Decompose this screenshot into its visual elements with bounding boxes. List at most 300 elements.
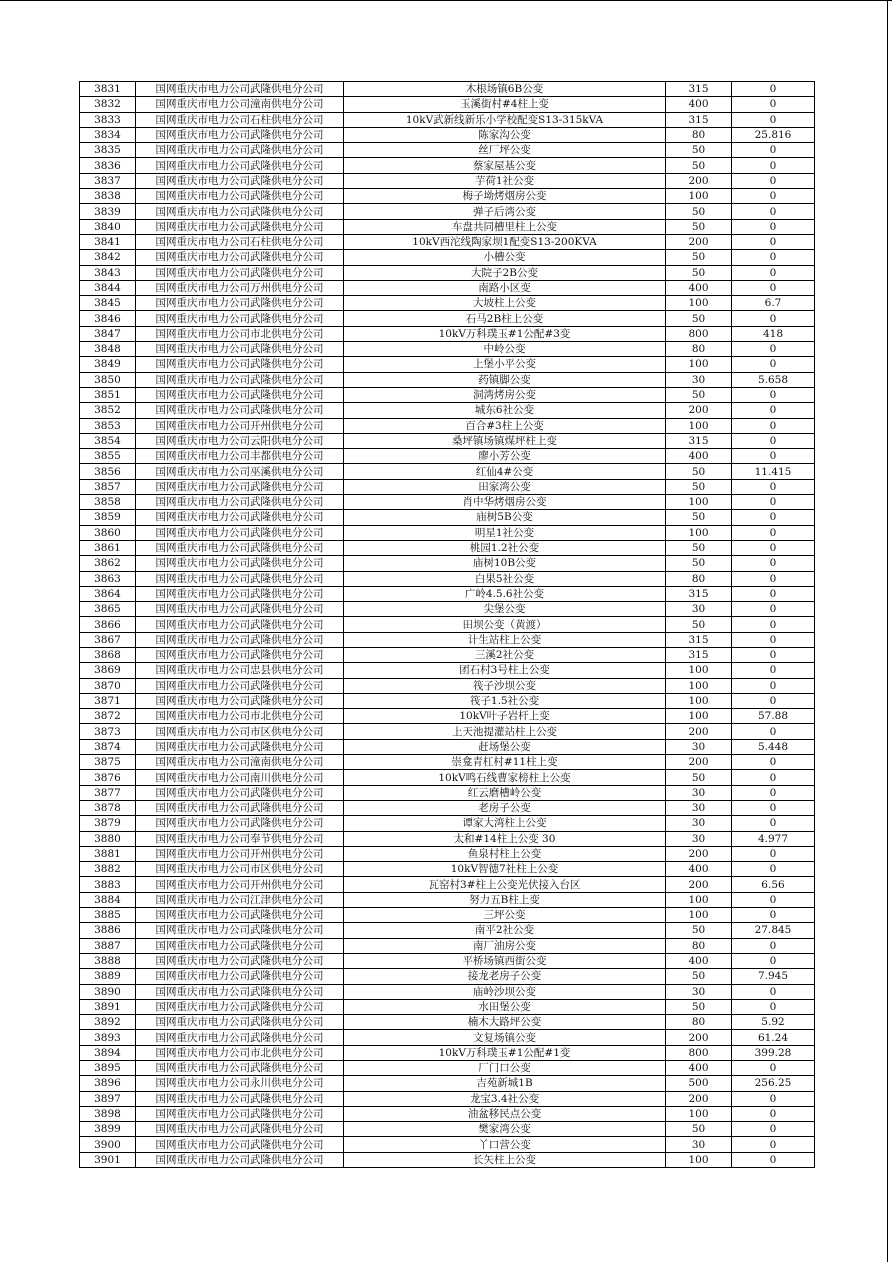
value-cell: 0 <box>732 586 815 601</box>
transformer-name-cell: 红云磨槽岭公变 <box>344 785 666 800</box>
table-row <box>80 877 815 892</box>
table-row <box>80 709 815 724</box>
company-name-cell: 国网重庆市电力公司武隆供电分公司 <box>136 678 344 693</box>
transformer-name-cell: 田坝公变（黄渡） <box>344 617 666 632</box>
value-cell: 0 <box>732 540 815 555</box>
table-row <box>80 433 815 448</box>
table-row <box>80 969 815 984</box>
capacity-cell: 30 <box>666 1137 732 1152</box>
table-row <box>80 892 815 907</box>
table-row <box>80 311 815 326</box>
capacity-cell: 400 <box>666 862 732 877</box>
row-number-cell: 3843 <box>80 265 136 280</box>
company-name-cell: 国网重庆市电力公司武隆供电分公司 <box>136 586 344 601</box>
value-cell: 0 <box>732 617 815 632</box>
company-name-cell: 国网重庆市电力公司市北供电分公司 <box>136 326 344 341</box>
row-number-cell: 3848 <box>80 342 136 357</box>
capacity-cell: 500 <box>666 1076 732 1091</box>
table-row <box>80 1106 815 1121</box>
capacity-cell: 200 <box>666 877 732 892</box>
transformer-name-cell: 老房子公变 <box>344 800 666 815</box>
row-number-cell: 3842 <box>80 250 136 265</box>
capacity-cell: 315 <box>666 112 732 127</box>
capacity-cell: 30 <box>666 984 732 999</box>
company-name-cell: 国网重庆市电力公司武隆供电分公司 <box>136 938 344 953</box>
value-cell: 0 <box>732 449 815 464</box>
company-name-cell: 国网重庆市电力公司潼南供电分公司 <box>136 755 344 770</box>
transformer-name-cell: 南路小区变 <box>344 280 666 295</box>
company-name-cell: 国网重庆市电力公司武隆供电分公司 <box>136 265 344 280</box>
transformer-name-cell: 洞湾烤房公变 <box>344 387 666 402</box>
capacity-cell: 50 <box>666 770 732 785</box>
transformer-name-cell: 玉溪街村#4柱上变 <box>344 97 666 112</box>
table-row <box>80 464 815 479</box>
company-name-cell: 国网重庆市电力公司武隆供电分公司 <box>136 953 344 968</box>
capacity-cell: 80 <box>666 938 732 953</box>
value-cell: 0 <box>732 984 815 999</box>
value-cell: 5.92 <box>732 1015 815 1030</box>
value-cell: 11.415 <box>732 464 815 479</box>
company-name-cell: 国网重庆市电力公司武隆供电分公司 <box>136 540 344 555</box>
transformer-name-cell: 田家湾公变 <box>344 479 666 494</box>
capacity-cell: 400 <box>666 953 732 968</box>
row-number-cell: 3856 <box>80 464 136 479</box>
row-number-cell: 3897 <box>80 1091 136 1106</box>
value-cell: 0 <box>732 510 815 525</box>
capacity-cell: 50 <box>666 464 732 479</box>
company-name-cell: 国网重庆市电力公司武隆供电分公司 <box>136 311 344 326</box>
company-name-cell: 国网重庆市电力公司永川供电分公司 <box>136 1076 344 1091</box>
transformer-name-cell: 蔡家屋基公变 <box>344 158 666 173</box>
value-cell: 0 <box>732 770 815 785</box>
transformer-name-cell: 油盆移民点公变 <box>344 1106 666 1121</box>
capacity-cell: 100 <box>666 1152 732 1167</box>
capacity-cell: 400 <box>666 280 732 295</box>
company-name-cell: 国网重庆市电力公司武隆供电分公司 <box>136 342 344 357</box>
row-number-cell: 3840 <box>80 219 136 234</box>
row-number-cell: 3859 <box>80 510 136 525</box>
page-top-rule <box>0 0 892 1</box>
value-cell: 0 <box>732 602 815 617</box>
capacity-cell: 30 <box>666 800 732 815</box>
capacity-cell: 100 <box>666 709 732 724</box>
value-cell: 0 <box>732 1137 815 1152</box>
table-row <box>80 326 815 341</box>
transformer-name-cell: 水田堡公变 <box>344 999 666 1014</box>
value-cell: 0 <box>732 1122 815 1137</box>
row-number-cell: 3839 <box>80 204 136 219</box>
capacity-cell: 50 <box>666 311 732 326</box>
capacity-cell: 800 <box>666 326 732 341</box>
value-cell: 0 <box>732 816 815 831</box>
transformer-name-cell: 肖中华烤烟房公变 <box>344 495 666 510</box>
transformer-name-cell: 计生站柱上公变 <box>344 632 666 647</box>
page-edge-rule <box>887 0 888 1262</box>
table-row <box>80 449 815 464</box>
row-number-cell: 3881 <box>80 846 136 861</box>
value-cell: 0 <box>732 785 815 800</box>
value-cell: 399.28 <box>732 1045 815 1060</box>
row-number-cell: 3885 <box>80 908 136 923</box>
company-name-cell: 国网重庆市电力公司武隆供电分公司 <box>136 647 344 662</box>
value-cell: 6.56 <box>732 877 815 892</box>
transformer-name-cell: 龙宝3.4社公变 <box>344 1091 666 1106</box>
table-row <box>80 296 815 311</box>
table-row <box>80 755 815 770</box>
row-number-cell: 3879 <box>80 816 136 831</box>
company-name-cell: 国网重庆市电力公司武隆供电分公司 <box>136 372 344 387</box>
table-row <box>80 831 815 846</box>
table-row <box>80 632 815 647</box>
transformer-name-cell: 梅子坳烤烟房公变 <box>344 189 666 204</box>
value-cell: 0 <box>732 663 815 678</box>
transformer-name-cell: 芋荷1社公变 <box>344 173 666 188</box>
table-row <box>80 1122 815 1137</box>
transformer-name-cell: 吉苑新城1B <box>344 1076 666 1091</box>
capacity-cell: 50 <box>666 999 732 1014</box>
row-number-cell: 3874 <box>80 739 136 754</box>
value-cell: 0 <box>732 693 815 708</box>
table-row <box>80 158 815 173</box>
value-cell: 0 <box>732 97 815 112</box>
value-cell: 0 <box>732 219 815 234</box>
capacity-cell: 50 <box>666 204 732 219</box>
row-number-cell: 3853 <box>80 418 136 433</box>
company-name-cell: 国网重庆市电力公司武隆供电分公司 <box>136 525 344 540</box>
company-name-cell: 国网重庆市电力公司武隆供电分公司 <box>136 785 344 800</box>
row-number-cell: 3872 <box>80 709 136 724</box>
capacity-cell: 30 <box>666 602 732 617</box>
company-name-cell: 国网重庆市电力公司武隆供电分公司 <box>136 82 344 97</box>
capacity-cell: 50 <box>666 969 732 984</box>
value-cell: 0 <box>732 280 815 295</box>
row-number-cell: 3850 <box>80 372 136 387</box>
row-number-cell: 3845 <box>80 296 136 311</box>
company-name-cell: 国网重庆市电力公司忠县供电分公司 <box>136 663 344 678</box>
transformer-name-cell: 筏子沙坝公变 <box>344 678 666 693</box>
table-row <box>80 173 815 188</box>
value-cell: 0 <box>732 525 815 540</box>
company-name-cell: 国网重庆市电力公司武隆供电分公司 <box>136 403 344 418</box>
transformer-name-cell: 药镇脚公变 <box>344 372 666 387</box>
capacity-cell: 50 <box>666 219 732 234</box>
transformer-name-cell: 筏子1.5社公变 <box>344 693 666 708</box>
transformer-name-cell: 桃园1.2社公变 <box>344 540 666 555</box>
transformer-name-cell: 瓦窑村3#柱上公变光伏接入台区 <box>344 877 666 892</box>
row-number-cell: 3847 <box>80 326 136 341</box>
company-name-cell: 国网重庆市电力公司市区供电分公司 <box>136 862 344 877</box>
row-number-cell: 3860 <box>80 525 136 540</box>
company-name-cell: 国网重庆市电力公司武隆供电分公司 <box>136 173 344 188</box>
value-cell: 0 <box>732 387 815 402</box>
row-number-cell: 3868 <box>80 647 136 662</box>
company-name-cell: 国网重庆市电力公司武隆供电分公司 <box>136 219 344 234</box>
value-cell: 0 <box>732 1106 815 1121</box>
capacity-cell: 400 <box>666 449 732 464</box>
transformer-name-cell: 白果5社公变 <box>344 571 666 586</box>
value-cell: 0 <box>732 571 815 586</box>
transformer-name-cell: 小槽公变 <box>344 250 666 265</box>
company-name-cell: 国网重庆市电力公司武隆供电分公司 <box>136 250 344 265</box>
table-row <box>80 372 815 387</box>
row-number-cell: 3832 <box>80 97 136 112</box>
transformer-name-cell: 10kV万科璞玉#1公配#3变 <box>344 326 666 341</box>
table-row <box>80 617 815 632</box>
company-name-cell: 国网重庆市电力公司武隆供电分公司 <box>136 1152 344 1167</box>
value-cell: 418 <box>732 326 815 341</box>
transformer-name-cell: 长矢柱上公变 <box>344 1152 666 1167</box>
company-name-cell: 国网重庆市电力公司万州供电分公司 <box>136 280 344 295</box>
row-number-cell: 3887 <box>80 938 136 953</box>
value-cell: 0 <box>732 908 815 923</box>
value-cell: 0 <box>732 418 815 433</box>
table-body <box>80 82 815 1168</box>
capacity-cell: 50 <box>666 540 732 555</box>
company-name-cell: 国网重庆市电力公司开州供电分公司 <box>136 846 344 861</box>
capacity-cell: 200 <box>666 724 732 739</box>
row-number-cell: 3901 <box>80 1152 136 1167</box>
company-name-cell: 国网重庆市电力公司武隆供电分公司 <box>136 693 344 708</box>
capacity-cell: 200 <box>666 403 732 418</box>
transformer-name-cell: 10kV武新线新乐小学校配变S13-315kVA <box>344 112 666 127</box>
value-cell: 6.7 <box>732 296 815 311</box>
transformer-name-cell: 团石村3号柱上公变 <box>344 663 666 678</box>
company-name-cell: 国网重庆市电力公司武隆供电分公司 <box>136 602 344 617</box>
company-name-cell: 国网重庆市电力公司江津供电分公司 <box>136 892 344 907</box>
value-cell: 0 <box>732 342 815 357</box>
capacity-cell: 50 <box>666 387 732 402</box>
capacity-cell: 100 <box>666 525 732 540</box>
company-name-cell: 国网重庆市电力公司武隆供电分公司 <box>136 189 344 204</box>
company-name-cell: 国网重庆市电力公司石柱供电分公司 <box>136 112 344 127</box>
transformer-name-cell: 大院子2B公变 <box>344 265 666 280</box>
value-cell: 0 <box>732 479 815 494</box>
table-row <box>80 127 815 142</box>
transformer-name-cell: 10kV鸣石线曹家榜柱上公变 <box>344 770 666 785</box>
value-cell: 0 <box>732 495 815 510</box>
company-name-cell: 国网重庆市电力公司武隆供电分公司 <box>136 510 344 525</box>
value-cell: 0 <box>732 1091 815 1106</box>
table-row <box>80 280 815 295</box>
transformer-name-cell: 大坡柱上公变 <box>344 296 666 311</box>
company-name-cell: 国网重庆市电力公司巫溪供电分公司 <box>136 464 344 479</box>
capacity-cell: 30 <box>666 739 732 754</box>
row-number-cell: 3880 <box>80 831 136 846</box>
value-cell: 0 <box>732 846 815 861</box>
capacity-cell: 315 <box>666 586 732 601</box>
capacity-cell: 100 <box>666 678 732 693</box>
row-number-cell: 3889 <box>80 969 136 984</box>
row-number-cell: 3864 <box>80 586 136 601</box>
company-name-cell: 国网重庆市电力公司南川供电分公司 <box>136 770 344 785</box>
company-name-cell: 国网重庆市电力公司开州供电分公司 <box>136 418 344 433</box>
row-number-cell: 3836 <box>80 158 136 173</box>
transformer-name-cell: 车盘共同槽里柱上公变 <box>344 219 666 234</box>
capacity-cell: 315 <box>666 632 732 647</box>
capacity-cell: 200 <box>666 755 732 770</box>
value-cell: 0 <box>732 311 815 326</box>
row-number-cell: 3892 <box>80 1015 136 1030</box>
transformer-name-cell: 赶场堡公变 <box>344 739 666 754</box>
capacity-cell: 800 <box>666 1045 732 1060</box>
table-row <box>80 816 815 831</box>
capacity-cell: 50 <box>666 250 732 265</box>
value-cell: 0 <box>732 800 815 815</box>
table-row <box>80 846 815 861</box>
row-number-cell: 3893 <box>80 1030 136 1045</box>
transformer-name-cell: 尖堡公变 <box>344 602 666 617</box>
capacity-cell: 30 <box>666 816 732 831</box>
value-cell: 5.658 <box>732 372 815 387</box>
value-cell: 256.25 <box>732 1076 815 1091</box>
transformer-name-cell: 石马2B柱上公变 <box>344 311 666 326</box>
table-row <box>80 189 815 204</box>
row-number-cell: 3833 <box>80 112 136 127</box>
table-row <box>80 602 815 617</box>
row-number-cell: 3851 <box>80 387 136 402</box>
table-row <box>80 800 815 815</box>
row-number-cell: 3835 <box>80 143 136 158</box>
value-cell: 0 <box>732 250 815 265</box>
capacity-cell: 50 <box>666 923 732 938</box>
transformer-name-cell: 10kV叶子岩杆上变 <box>344 709 666 724</box>
row-number-cell: 3861 <box>80 540 136 555</box>
row-number-cell: 3831 <box>80 82 136 97</box>
table-row <box>80 556 815 571</box>
table-row <box>80 204 815 219</box>
transformer-name-cell: 樊家湾公变 <box>344 1122 666 1137</box>
transformer-name-cell: 10kV万科璞玉#1公配#1变 <box>344 1045 666 1060</box>
table-row <box>80 571 815 586</box>
company-name-cell: 国网重庆市电力公司武隆供电分公司 <box>136 816 344 831</box>
table-row <box>80 1061 815 1076</box>
transformer-name-cell: 谭家大湾柱上公变 <box>344 816 666 831</box>
transformer-name-cell: 三坪公变 <box>344 908 666 923</box>
table-row <box>80 479 815 494</box>
value-cell: 0 <box>732 158 815 173</box>
capacity-cell: 200 <box>666 234 732 249</box>
table-row <box>80 97 815 112</box>
row-number-cell: 3886 <box>80 923 136 938</box>
company-name-cell: 国网重庆市电力公司市北供电分公司 <box>136 709 344 724</box>
table-row <box>80 586 815 601</box>
capacity-cell: 200 <box>666 846 732 861</box>
capacity-cell: 200 <box>666 173 732 188</box>
table-row <box>80 82 815 97</box>
row-number-cell: 3867 <box>80 632 136 647</box>
row-number-cell: 3846 <box>80 311 136 326</box>
row-number-cell: 3855 <box>80 449 136 464</box>
row-number-cell: 3849 <box>80 357 136 372</box>
company-name-cell: 国网重庆市电力公司武隆供电分公司 <box>136 495 344 510</box>
company-name-cell: 国网重庆市电力公司武隆供电分公司 <box>136 357 344 372</box>
transformer-name-cell: 百合#3柱上公变 <box>344 418 666 433</box>
capacity-cell: 200 <box>666 1030 732 1045</box>
value-cell: 0 <box>732 234 815 249</box>
row-number-cell: 3884 <box>80 892 136 907</box>
company-name-cell: 国网重庆市电力公司武隆供电分公司 <box>136 632 344 647</box>
value-cell: 0 <box>732 433 815 448</box>
value-cell: 0 <box>732 265 815 280</box>
company-name-cell: 国网重庆市电力公司云阳供电分公司 <box>136 433 344 448</box>
transformer-name-cell: 庙树10B公变 <box>344 556 666 571</box>
capacity-cell: 100 <box>666 296 732 311</box>
capacity-cell: 400 <box>666 1061 732 1076</box>
company-name-cell: 国网重庆市电力公司武隆供电分公司 <box>136 296 344 311</box>
capacity-cell: 100 <box>666 418 732 433</box>
row-number-cell: 3882 <box>80 862 136 877</box>
row-number-cell: 3854 <box>80 433 136 448</box>
value-cell: 0 <box>732 357 815 372</box>
value-cell: 0 <box>732 173 815 188</box>
company-name-cell: 国网重庆市电力公司武隆供电分公司 <box>136 908 344 923</box>
company-name-cell: 国网重庆市电力公司石柱供电分公司 <box>136 234 344 249</box>
transformer-name-cell: 庙岭沙坝公变 <box>344 984 666 999</box>
value-cell: 0 <box>732 632 815 647</box>
value-cell: 27.845 <box>732 923 815 938</box>
row-number-cell: 3873 <box>80 724 136 739</box>
table-row <box>80 234 815 249</box>
capacity-cell: 100 <box>666 908 732 923</box>
table-row <box>80 540 815 555</box>
table-row <box>80 418 815 433</box>
table-row <box>80 678 815 693</box>
transformer-name-cell: 上天池提灌站柱上公变 <box>344 724 666 739</box>
table-row <box>80 923 815 938</box>
row-number-cell: 3890 <box>80 984 136 999</box>
company-name-cell: 国网重庆市电力公司武隆供电分公司 <box>136 1061 344 1076</box>
value-cell: 0 <box>732 1061 815 1076</box>
table-row <box>80 739 815 754</box>
capacity-cell: 50 <box>666 479 732 494</box>
transformer-name-cell: 木根场镇6B公变 <box>344 82 666 97</box>
table-row <box>80 403 815 418</box>
transformer-name-cell: 楠木大路坪公变 <box>344 1015 666 1030</box>
company-name-cell: 国网重庆市电力公司武隆供电分公司 <box>136 158 344 173</box>
row-number-cell: 3894 <box>80 1045 136 1060</box>
transformer-name-cell: 陈家沟公变 <box>344 127 666 142</box>
capacity-cell: 50 <box>666 143 732 158</box>
row-number-cell: 3870 <box>80 678 136 693</box>
row-number-cell: 3866 <box>80 617 136 632</box>
table-row <box>80 1015 815 1030</box>
row-number-cell: 3876 <box>80 770 136 785</box>
transformer-name-cell: 南厂油房公变 <box>344 938 666 953</box>
table-row <box>80 525 815 540</box>
row-number-cell: 3852 <box>80 403 136 418</box>
row-number-cell: 3863 <box>80 571 136 586</box>
company-name-cell: 国网重庆市电力公司武隆供电分公司 <box>136 999 344 1014</box>
company-name-cell: 国网重庆市电力公司市区供电分公司 <box>136 724 344 739</box>
transformer-name-cell: 上堡小平公变 <box>344 357 666 372</box>
transformer-name-cell: 庙树5B公变 <box>344 510 666 525</box>
row-number-cell: 3862 <box>80 556 136 571</box>
company-name-cell: 国网重庆市电力公司武隆供电分公司 <box>136 204 344 219</box>
value-cell: 7.945 <box>732 969 815 984</box>
transformer-name-cell: 崇龛青杠村#11柱上变 <box>344 755 666 770</box>
table-row <box>80 1137 815 1152</box>
transformer-name-cell: 城东6社公变 <box>344 403 666 418</box>
capacity-cell: 50 <box>666 617 732 632</box>
row-number-cell: 3844 <box>80 280 136 295</box>
table-row <box>80 938 815 953</box>
transformer-name-cell: 南平2社公变 <box>344 923 666 938</box>
row-number-cell: 3869 <box>80 663 136 678</box>
row-number-cell: 3834 <box>80 127 136 142</box>
row-number-cell: 3865 <box>80 602 136 617</box>
transformer-name-cell: 10kV西沱线陶家坝1配变S13-200KVA <box>344 234 666 249</box>
row-number-cell: 3895 <box>80 1061 136 1076</box>
